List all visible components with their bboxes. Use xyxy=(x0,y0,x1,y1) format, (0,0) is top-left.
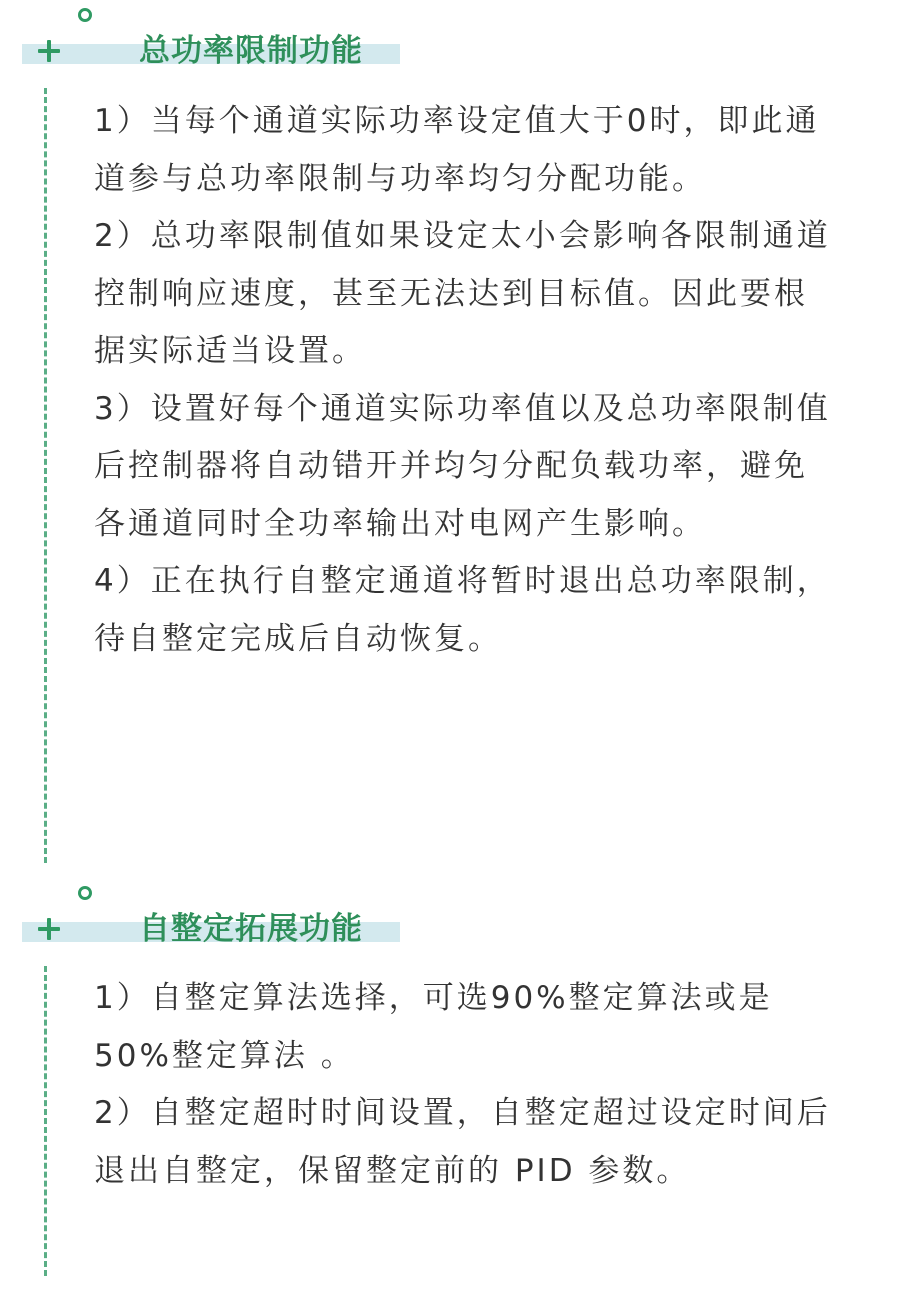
list-item: 1）自整定算法选择，可选90%整定算法或是50%整定算法 。 xyxy=(94,980,773,1074)
plus-icon xyxy=(38,40,60,62)
plus-icon xyxy=(38,918,60,940)
section-header xyxy=(22,908,402,947)
list-item: 3）设置好每个通道实际功率值以及总功率限制值后控制器将自动错开并均匀分配负载功率，避免各通道同时全功率输出对电网产生影响。 xyxy=(94,390,831,542)
dashed-divider xyxy=(44,88,47,863)
circle-icon xyxy=(78,886,92,900)
section-content xyxy=(94,93,839,668)
section-title: 总功率限制功能 xyxy=(139,33,363,69)
list-item: 2）总功率限制值如果设定太小会影响各限制通道控制响应速度，甚至无法达到目标值。因此要根据实际适当设置。 xyxy=(94,218,831,369)
list-item: 2）自整定超时时间设置，自整定超过设定时间后退出自整定，保留整定前的 PID 参数。 xyxy=(94,1095,831,1189)
section-title: 自整定拓展功能 xyxy=(139,911,363,947)
circle-icon xyxy=(78,8,92,22)
dashed-divider xyxy=(44,966,47,1276)
section-content xyxy=(94,970,839,1200)
list-item: 4）正在执行自整定通道将暂时退出总功率限制，待自整定完成后自动恢复。 xyxy=(94,563,831,657)
section-header xyxy=(22,30,402,69)
list-item: 1）当每个通道实际功率设定值大于0时，即此通道参与总功率限制与功率均匀分配功能。 xyxy=(94,103,820,197)
